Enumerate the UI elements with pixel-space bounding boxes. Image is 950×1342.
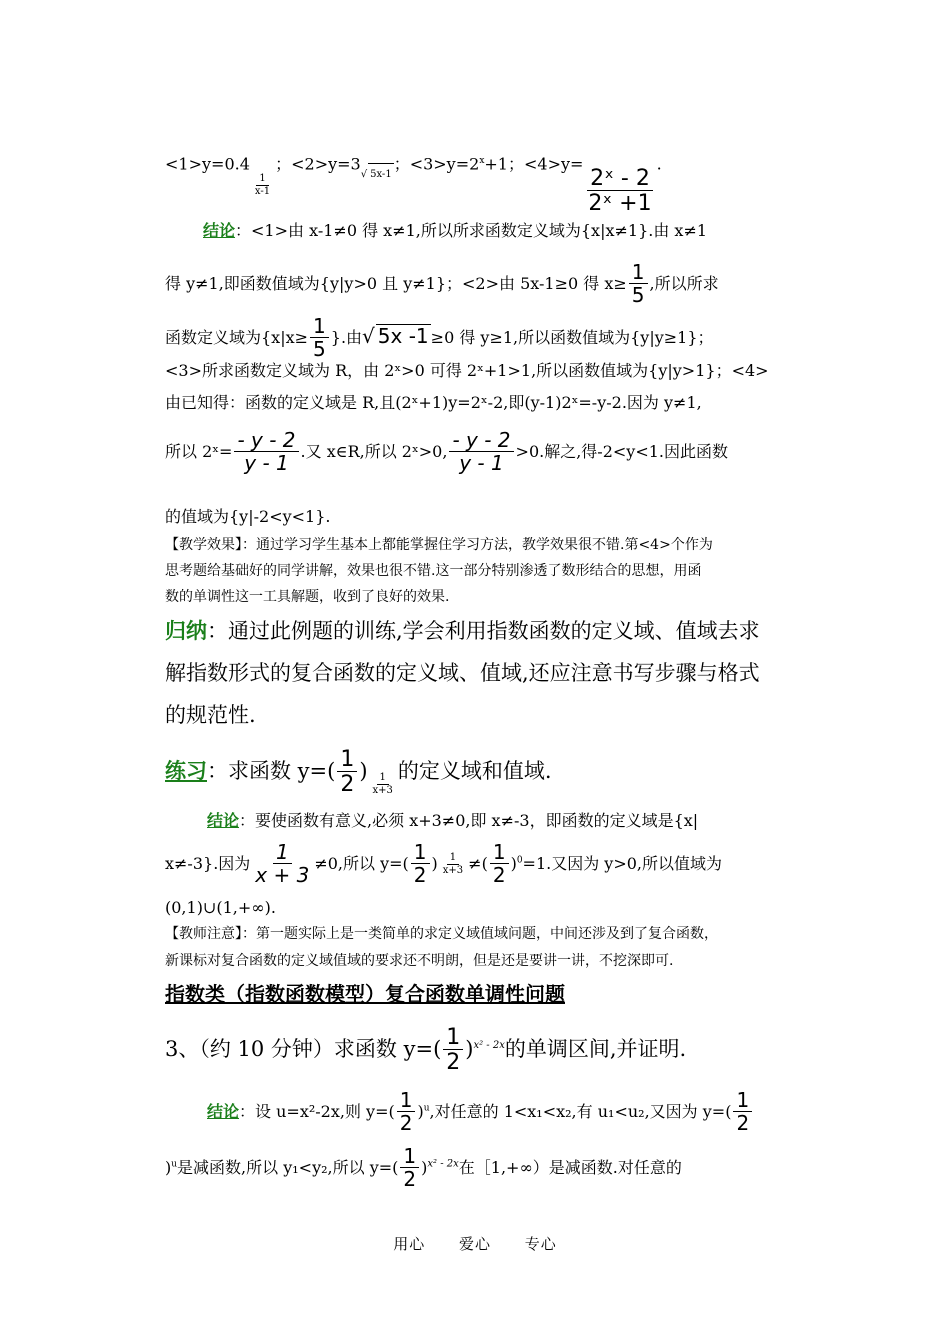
sqrt-expression: √ 5x -1: [362, 324, 429, 348]
exp-num: 1: [256, 174, 268, 186]
p4-den: 2ˣ +1: [588, 191, 652, 217]
c2-l2b: ≠0,所以 y=(: [314, 854, 409, 873]
f-den: 5: [313, 337, 326, 361]
half-fraction: [337, 748, 357, 797]
c1-l3b: }.由: [330, 328, 363, 347]
c1-l3c: ≥0 得 y≥1,所以函数值域为{y|y≥1}；: [430, 328, 714, 347]
c3-exponent: x² - 2x: [427, 1158, 459, 1170]
exercise-label: 练习: [165, 758, 207, 784]
f2-num: - y - 2: [234, 430, 298, 452]
c3-den: 2: [399, 1111, 413, 1135]
c3-l1c: ,对任意的 1<x₁<x₂,有 u₁<u₂,又因为 y=(: [429, 1102, 732, 1121]
one-over-x-plus-3: [252, 842, 312, 887]
p3-half: [443, 1026, 463, 1075]
c1-l6a: 所以 2ˣ=: [165, 442, 233, 461]
half-num: 1: [337, 748, 357, 772]
conclusion1-line2: [165, 262, 719, 307]
conclusion1-line3: [165, 316, 714, 361]
conclusion1-text1: ：<1>由 x-1≠0 得 x≠1,所以所求函数定义域为{x|x≠1}.由 x≠1: [235, 221, 708, 240]
problem-1: <1>y=0.4: [165, 154, 250, 174]
c2-l2e: ): [510, 854, 517, 873]
sqrt-inner: 5x -1: [377, 324, 429, 348]
c2-half-den: 2: [413, 863, 427, 887]
summary-line2: 解指数形式的复合函数的定义域、值域,还应注意书写步骤与格式: [165, 661, 760, 685]
c3-den3: 2: [403, 1167, 417, 1191]
c2-l2a: x≠-3}.因为: [165, 854, 251, 873]
problem-4-fraction: [585, 167, 654, 216]
problem-2: ；<2>y=3: [275, 154, 361, 174]
summary-line3: 的规范性.: [165, 703, 256, 727]
conclusion2-label: 结论: [207, 811, 240, 830]
p4-end: .: [656, 154, 662, 174]
teacher-note-line1: 【教师注意】：第一题实际上是一类简单的求定义域值域问题，中间还涉及到了复合函数，: [165, 926, 718, 942]
problem-3: ；<3>y=2: [393, 154, 480, 174]
conclusion2-line1: [207, 810, 698, 832]
p3-exponent: x² - 2x: [473, 1040, 505, 1052]
half-fraction-c2b: [490, 842, 509, 887]
half-fraction-c2: [411, 842, 430, 887]
c1-l2a: 得 y≠1,即函数值域为{y|y>0 且 y≠1}；<2>由 5x-1≥0 得 x≥: [165, 274, 627, 293]
c3-den2: 2: [736, 1111, 750, 1135]
c1-l3a: 函数定义域为{x|x≥: [165, 328, 309, 347]
conclusion1-line1: [203, 220, 707, 242]
c2-l2f: =1.又因为 y>0,所以值域为: [522, 854, 723, 873]
p3-c: 的单调区间,并证明.: [504, 1037, 687, 1062]
c2-zero-sup: 0: [516, 855, 523, 866]
conclusion1-line6: [165, 430, 728, 475]
footer-word-2: 爱心: [458, 1235, 491, 1253]
c3-u-sup: u: [423, 1103, 430, 1114]
c2-l2c: ): [431, 854, 438, 873]
conclusion3-line1: [207, 1090, 754, 1135]
c2-l2d: ≠(: [468, 854, 488, 873]
c2-half-num: 1: [411, 842, 430, 864]
c1-l6b: .又 x∈R,所以 2ˣ>0,: [300, 442, 448, 461]
problem3-line: [165, 1026, 686, 1075]
c2-f1-den: x + 3: [255, 863, 310, 887]
c1-l5: 由已知得：函数的定义域是 R,且(2ˣ+1)y=2ˣ-2,即(y-1)2ˣ=-y-2.因为 y≠1,: [165, 393, 702, 412]
exercise-a: ：求函数 y=(: [207, 759, 336, 784]
c2-exp-num: 1: [447, 853, 459, 865]
f2-den: y - 1: [459, 451, 504, 475]
c3-half: [397, 1090, 416, 1135]
c2-l1: ：要使函数有意义,必须 x+3≠0,即 x≠-3，即函数的定义域是{x|: [239, 811, 699, 830]
p3-sup: x: [479, 156, 485, 166]
ex-exp-num: 1: [377, 773, 389, 785]
exp-den: x-1: [254, 185, 271, 197]
half-den: 2: [340, 772, 355, 798]
exercise-line: [165, 748, 552, 797]
teacher-note-line2: 新课标对复合函数的定义域值域的要求还不明朗，但是还是要讲一讲，不挖深即可.: [165, 953, 674, 969]
c3-num3: 1: [400, 1146, 419, 1168]
c2-exponent: [440, 853, 466, 876]
c1-l4: <3>所求函数定义域为 R，由 2ˣ>0 可得 2ˣ+1>1,所以函数值域为{y|y>1}；<4>: [165, 361, 769, 380]
f-num: 1: [629, 262, 648, 284]
exponent-fraction: [252, 174, 273, 197]
section-heading: 指数类（指数函数模型）复合函数单调性问题: [165, 982, 565, 1006]
conclusion3-line2: [165, 1146, 682, 1191]
c3-l1b: ): [417, 1102, 424, 1121]
exercise-b: ): [359, 759, 368, 784]
conclusion2-line2: [165, 842, 722, 887]
p3-a: 3、（约 10 分钟）求函数 y=(: [165, 1037, 442, 1062]
problem-line: [165, 150, 662, 217]
summary-line1: [165, 617, 760, 645]
f2-den: y - 1: [244, 451, 289, 475]
c1-l6c: >0.解之,得-2<y<1.因此函数: [515, 442, 728, 461]
conclusion2-line3: (0,1)∪(1,+∞).: [165, 898, 276, 917]
effect-line3: 数的单调性这一工具解题，收到了良好的效果.: [165, 589, 450, 605]
c3-l1a: ：设 u=x²-2x,则 y=(: [239, 1102, 395, 1121]
c3-l2b: 是减函数,所以 y₁<y₂,所以 y=(: [177, 1158, 399, 1177]
exercise-exponent: [370, 773, 396, 796]
fraction-neg-y: [234, 430, 298, 475]
f-den: 5: [631, 283, 645, 307]
one-fifth-fraction: [629, 262, 648, 307]
c3-num2: 1: [733, 1090, 752, 1112]
conclusion1-line4: [165, 360, 769, 382]
exercise-c: 的定义域和值域.: [397, 759, 552, 784]
c3-half-b: [733, 1090, 752, 1135]
summary-text1: ：通过此例题的训练,学会利用指数函数的定义域、值域去求: [207, 619, 760, 643]
effect-line1: 【教学效果】：通过学习学生基本上都能掌握住学习方法，教学效果很不错.第<4>个作为: [165, 537, 713, 553]
p4-num: 2ˣ - 2: [587, 167, 653, 191]
c1-l7: 的值域为{y|-2<y<1}.: [165, 507, 331, 526]
page-footer: [0, 1233, 950, 1254]
c3-half-c: [400, 1146, 419, 1191]
footer-word-3: 专心: [524, 1235, 557, 1253]
p3-den: 2: [446, 1050, 461, 1076]
p3-num: 1: [443, 1026, 463, 1050]
c2-exp-den: x+3: [442, 864, 464, 876]
sqrt-exponent: √ 5x-1: [361, 169, 394, 180]
footer-word-1: 用心: [393, 1235, 426, 1253]
conclusion1-line5: [165, 392, 702, 414]
conclusion3-label: 结论: [207, 1102, 240, 1121]
f-num: 1: [310, 316, 329, 338]
c3-l2d: 在［1,+∞）是减函数.对任意的: [458, 1158, 682, 1177]
c3-l2a: ): [165, 1158, 172, 1177]
c1-l2b: ,所以所求: [649, 274, 719, 293]
c3-l2c: ): [421, 1158, 428, 1177]
c2-f1-num: 1: [273, 842, 292, 864]
c2-half-den2: 2: [492, 863, 506, 887]
c3-u-sup2: u: [171, 1159, 178, 1170]
effect-line2: 思考题给基础好的同学讲解，效果也很不错.这一部分特别渗透了数形结合的思想，用函: [165, 563, 702, 579]
conclusion1-line7: [165, 506, 331, 528]
ex-exp-den: x+3: [372, 784, 393, 796]
one-fifth-fraction-2: [310, 316, 329, 361]
c2-half-num2: 1: [490, 842, 509, 864]
summary-label: 归纳: [165, 618, 207, 643]
conclusion-label: 结论: [203, 221, 236, 240]
c3-num: 1: [397, 1090, 416, 1112]
f2-num: - y - 2: [449, 430, 513, 452]
fraction-neg-y-2: [449, 430, 513, 475]
p3-b: ): [465, 1037, 474, 1062]
problem-3-tail: +1；<4>y=: [484, 154, 584, 174]
sqrt-content: 5x-1: [368, 163, 394, 186]
